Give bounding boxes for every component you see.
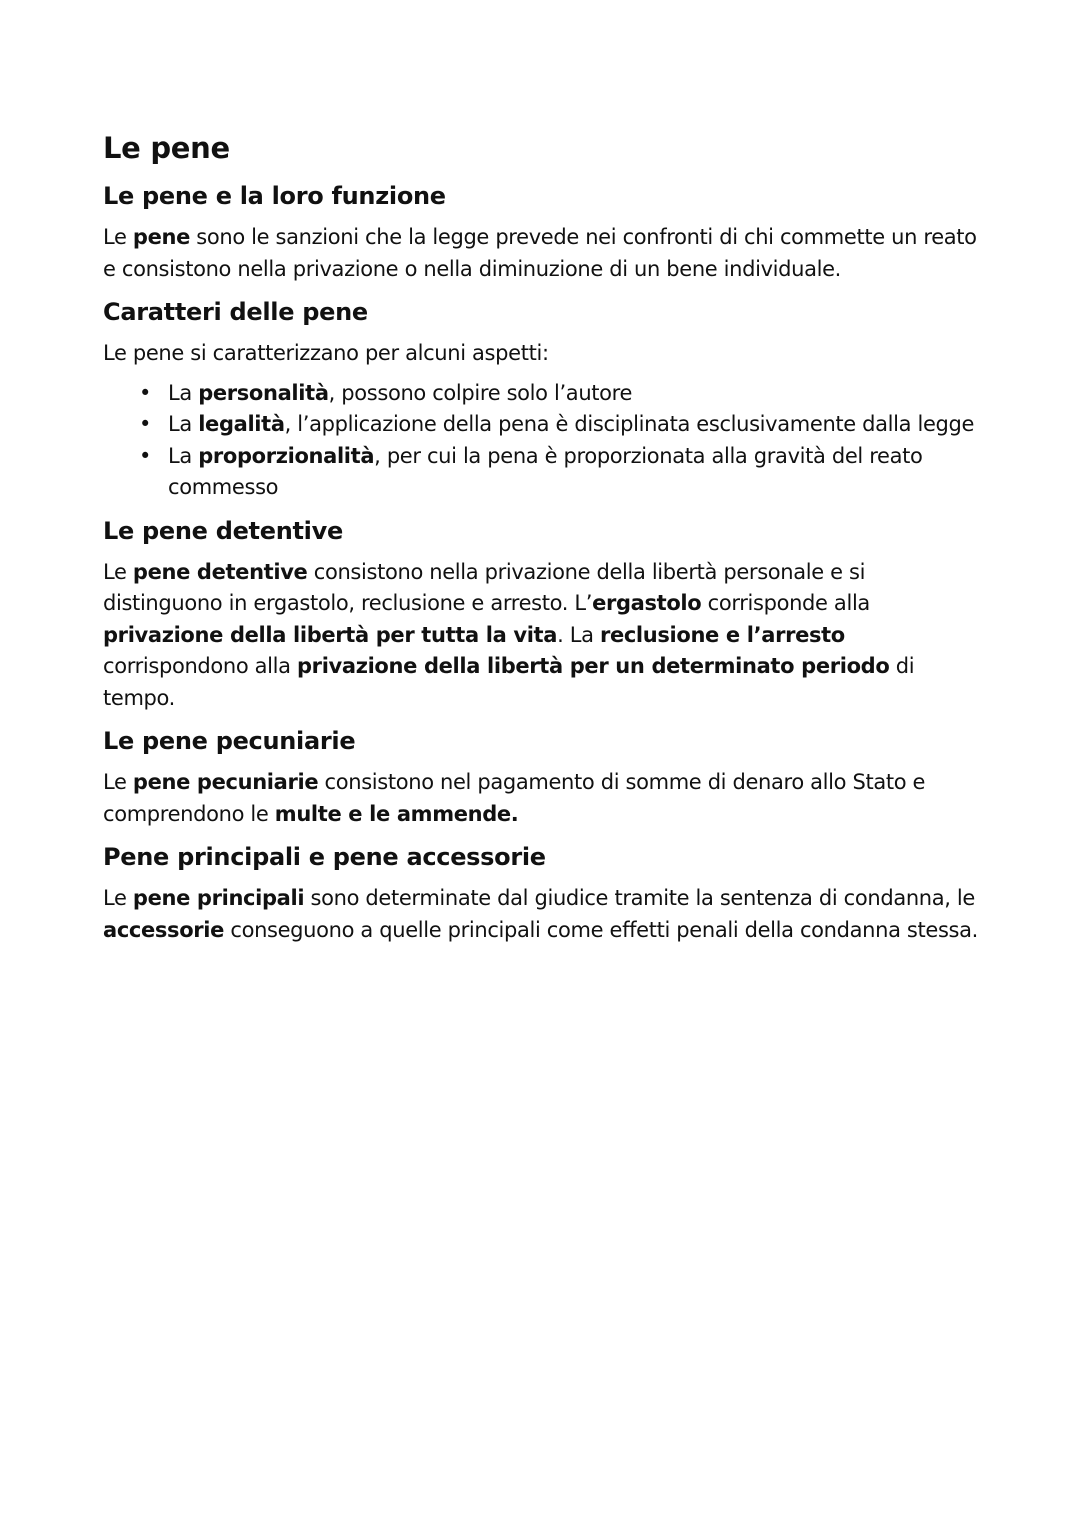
caratteri-list <box>103 378 983 504</box>
text-run: La <box>168 443 199 468</box>
text-run: consistono nella privazione della libertà personale e si distinguono in ergastolo, reclusione e arresto. L’ <box>103 559 866 615</box>
text-run: La <box>168 380 199 405</box>
bold-term: legalità <box>198 412 285 436</box>
section-heading-funzione: Le pene e la loro funzione <box>103 182 446 210</box>
paragraph-caratteri-intro: Le pene si caratterizzano per alcuni aspetti: <box>103 341 549 365</box>
paragraph-principali-accessorie <box>103 883 983 946</box>
bold-term: pene detentive <box>132 559 308 584</box>
bold-term: ergastolo <box>592 591 702 615</box>
list-item <box>103 441 983 504</box>
bold-term: personalità <box>198 380 329 405</box>
bullet-icon: • <box>139 443 152 468</box>
section-heading-detentive: Le pene detentive <box>103 516 343 545</box>
bold-term: pene pecuniarie <box>132 770 319 794</box>
paragraph-funzione <box>103 222 983 285</box>
text-run: La <box>168 412 199 436</box>
paragraph-detentive <box>103 557 983 715</box>
bold-term: pene <box>132 225 190 249</box>
bold-term: multe e le ammende. <box>274 801 519 826</box>
bold-term: reclusione e l’arresto <box>599 622 845 647</box>
text-run: di tempo. <box>103 654 915 710</box>
section-heading-caratteri: Caratteri delle pene <box>103 298 368 326</box>
text-run: Le <box>103 770 133 794</box>
bold-term: proporzionalità <box>198 443 375 468</box>
paragraph-pecuniarie <box>103 767 983 830</box>
text-run: corrispondono alla <box>103 654 297 678</box>
text-run: . La <box>557 622 600 647</box>
text-run: , possono colpire solo l’autore <box>328 380 633 405</box>
list-item <box>103 409 983 441</box>
text-run: sono le sanzioni che la legge prevede nei confronti di chi commette un reato e consistono nella privazione o nella diminuzione di un bene individuale. <box>103 225 977 281</box>
text-run: corrisponde alla <box>701 591 870 615</box>
bold-term: privazione della libertà per un determinato periodo <box>297 654 890 678</box>
text-run: sono determinate dal giudice tramite la sentenza di condanna, le <box>304 886 975 910</box>
bold-term: accessorie <box>103 917 225 942</box>
list-item <box>103 378 983 410</box>
text-run: consistono nel pagamento di somme di denaro allo Stato e comprendono le <box>103 770 926 826</box>
bullet-icon: • <box>139 412 152 436</box>
text-run: conseguono a quelle principali come effetti penali della condanna stessa. <box>224 917 978 942</box>
section-heading-principali-accessorie: Pene principali e pene accessorie <box>103 843 546 871</box>
text-run: , per cui la pena è proporzionata alla gravità del reato commesso <box>168 443 923 499</box>
bold-term: privazione della libertà per tutta la vita <box>103 622 558 647</box>
text-run: Le <box>103 225 133 249</box>
document-content <box>103 128 983 955</box>
text-run: Le <box>103 886 133 910</box>
text-run: Le <box>103 559 133 584</box>
text-run: , l’applicazione della pena è disciplinata esclusivamente dalla legge <box>284 412 975 436</box>
document-title: Le pene <box>103 131 230 165</box>
bold-term: pene principali <box>132 886 305 910</box>
bullet-icon: • <box>139 380 152 405</box>
section-heading-pecuniarie: Le pene pecuniarie <box>103 727 356 755</box>
